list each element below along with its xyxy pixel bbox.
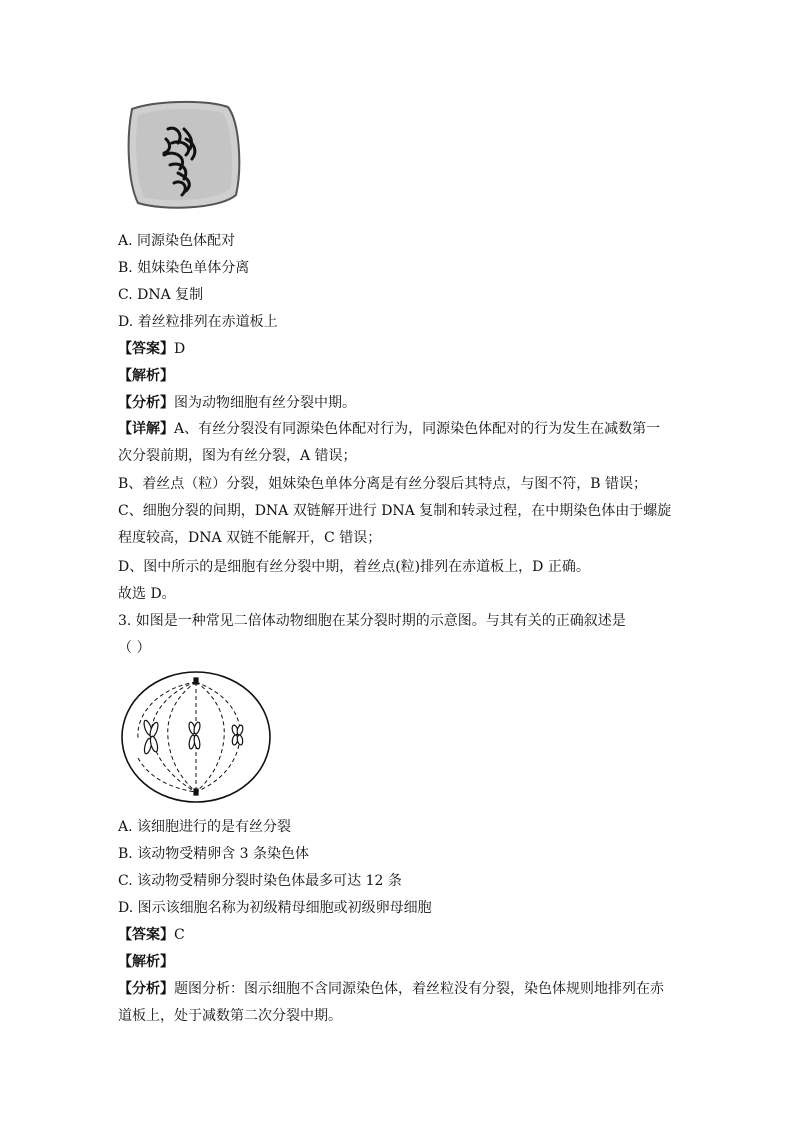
q3-analysis-tag (118, 953, 174, 971)
cell-diagram-figure (118, 668, 274, 806)
answer-tag: 【答案】 (118, 341, 174, 357)
q2-detail-a (118, 416, 674, 470)
q2-detail-c: C、细胞分裂的间期，DNA 双链解开进行 DNA 复制和转录过程，在中期染色体由于螺旋程度较高，DNA 双链不能解开，C 错误； (118, 503, 672, 546)
q3-option-c: C. 该动物受精卵分裂时染色体最多可达 12 条 (118, 873, 402, 889)
detail-text-a: A、有丝分裂没有同源染色体配对行为，同源染色体配对的行为发生在减数第一次分裂前期，图为有丝分裂，A 错误； (118, 421, 661, 464)
q3-answer (118, 926, 185, 944)
cell-micrograph-figure (124, 99, 242, 213)
fenxi-tag: 【分析】 (118, 981, 174, 997)
fenxi-tag: 【分析】 (118, 395, 174, 411)
q2-conclusion: 故选 D。 (118, 586, 176, 602)
fenxi-text: 图为动物细胞有丝分裂中期。 (174, 395, 356, 411)
q3-stem: 3. 如图是一种常见二倍体动物细胞在某分裂时期的示意图。与其有关的正确叙述是 (118, 613, 626, 629)
detail-tag: 【详解】 (118, 421, 174, 437)
q3-option-a: A. 该细胞进行的是有丝分裂 (118, 819, 292, 835)
analysis-tag: 【解析】 (118, 368, 174, 384)
q2-option-a: A. 同源染色体配对 (118, 233, 236, 249)
answer-value: C (174, 927, 185, 943)
answer-tag: 【答案】 (118, 927, 174, 943)
q3-fenxi (118, 976, 674, 1030)
q2-answer (118, 340, 185, 358)
q2-detail-b: B、着丝点（粒）分裂，姐妹染色单体分离是有丝分裂后其特点，与图不符，B 错误； (118, 476, 648, 492)
q3-option-b: B. 该动物受精卵含 3 条染色体 (118, 846, 309, 862)
analysis-tag: 【解析】 (118, 954, 174, 970)
q2-detail-d: D、图中所示的是细胞有丝分裂中期，着丝点(粒)排列在赤道板上，D 正确。 (118, 559, 590, 575)
q3-paren: （ ） (118, 640, 151, 656)
q2-option-b: B. 姐妹染色单体分离 (118, 260, 250, 276)
q2-fenxi (118, 394, 356, 412)
q2-option-d: D. 着丝粒排列在赤道板上 (118, 314, 278, 330)
q3-option-d: D. 图示该细胞名称为初级精母细胞或初级卵母细胞 (118, 900, 432, 916)
q2-analysis-tag (118, 367, 174, 385)
fenxi-text: 题图分析：图示细胞不含同源染色体，着丝粒没有分裂，染色体规则地排列在赤道板上，处于减数第二次分裂中期。 (118, 981, 664, 1024)
q2-option-c: C. DNA 复制 (118, 287, 204, 303)
answer-value: D (174, 341, 186, 357)
